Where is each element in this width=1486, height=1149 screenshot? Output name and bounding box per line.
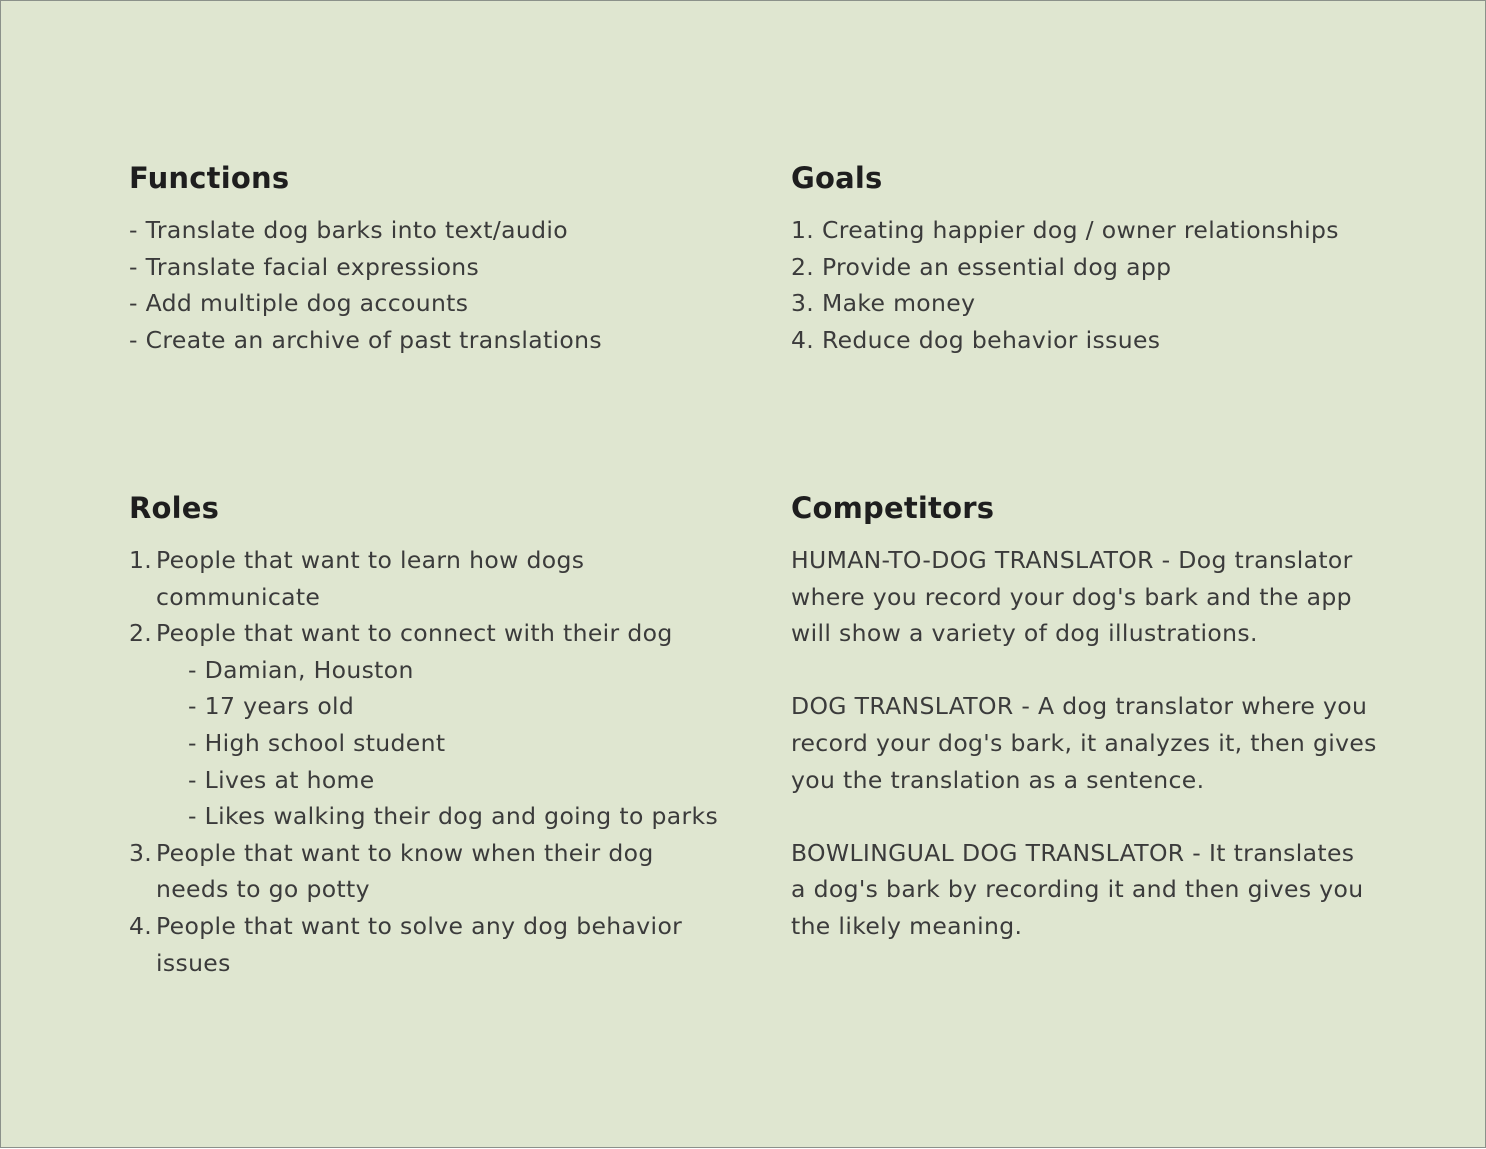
role-line: People that want to know when their dog — [156, 838, 654, 867]
roles-heading: Roles — [129, 491, 220, 525]
competitor-line: a dog's bark by recording it and then gives you — [791, 875, 1364, 904]
competitor-line: will show a variety of dog illustrations. — [791, 619, 1258, 648]
role-line: communicate — [156, 582, 321, 611]
role-number: 2. — [129, 619, 153, 648]
persona-detail: - Likes walking their dog and going to parks — [188, 802, 719, 831]
role-description — [156, 835, 769, 908]
functions-heading: Functions — [129, 161, 290, 195]
functions-item: - Translate dog barks into text/audio — [129, 216, 568, 244]
competitor-item — [791, 688, 1431, 798]
goals-list — [791, 212, 1411, 358]
competitor-line: the likely meaning. — [791, 911, 1023, 940]
competitor-line: record your dog's bark, it analyzes it, then gives — [791, 728, 1377, 757]
roles-list — [129, 542, 769, 981]
competitor-item — [791, 542, 1431, 652]
competitor-line: you the translation as a sentence. — [791, 765, 1205, 794]
functions-list — [129, 212, 749, 358]
role-number: 3. — [129, 838, 153, 867]
competitors-heading: Competitors — [791, 491, 995, 525]
goals-heading: Goals — [791, 161, 883, 195]
goals-item: 3. Make money — [791, 289, 976, 318]
role-item — [129, 908, 769, 981]
role-line: issues — [156, 948, 231, 977]
goals-item: 2. Provide an essential dog app — [791, 252, 1172, 281]
role-description — [156, 908, 769, 981]
role-line: People that want to learn how dogs — [156, 546, 585, 574]
persona-detail: - Damian, Houston — [188, 655, 414, 684]
role-number: 1. — [129, 546, 153, 574]
competitor-line: DOG TRANSLATOR - A dog translator where you — [791, 692, 1368, 721]
role-description — [156, 542, 769, 615]
role-line: People that want to connect with their dog — [156, 619, 673, 648]
role-description — [156, 615, 769, 652]
role-item — [129, 542, 769, 615]
goals-section — [791, 161, 1411, 358]
competitor-line: BOWLINGUAL DOG TRANSLATOR - It translates — [791, 838, 1355, 867]
role-item — [129, 615, 769, 652]
persona-detail: - Lives at home — [188, 765, 375, 794]
goals-item: 1. Creating happier dog / owner relationships — [791, 216, 1339, 244]
persona-detail: - 17 years old — [188, 692, 355, 721]
persona-detail: - High school student — [188, 728, 446, 757]
competitors-section — [791, 491, 1431, 981]
goals-item: 4. Reduce dog behavior issues — [791, 325, 1161, 354]
roles-section — [129, 491, 769, 981]
competitor-line: HUMAN-TO-DOG TRANSLATOR - Dog translator — [791, 546, 1353, 574]
functions-item: - Translate facial expressions — [129, 252, 480, 281]
competitor-line: where you record your dog's bark and the app — [791, 582, 1352, 611]
role-line: needs to go potty — [156, 875, 370, 904]
role-line: People that want to solve any dog behavior — [156, 911, 683, 940]
functions-item: - Add multiple dog accounts — [129, 289, 469, 318]
role-number: 4. — [129, 911, 153, 940]
role-item — [129, 835, 769, 908]
functions-section — [129, 161, 749, 358]
functions-item: - Create an archive of past translations — [129, 325, 602, 354]
persona-details — [129, 652, 769, 835]
competitor-item — [791, 835, 1431, 945]
competitors-list — [791, 542, 1431, 945]
